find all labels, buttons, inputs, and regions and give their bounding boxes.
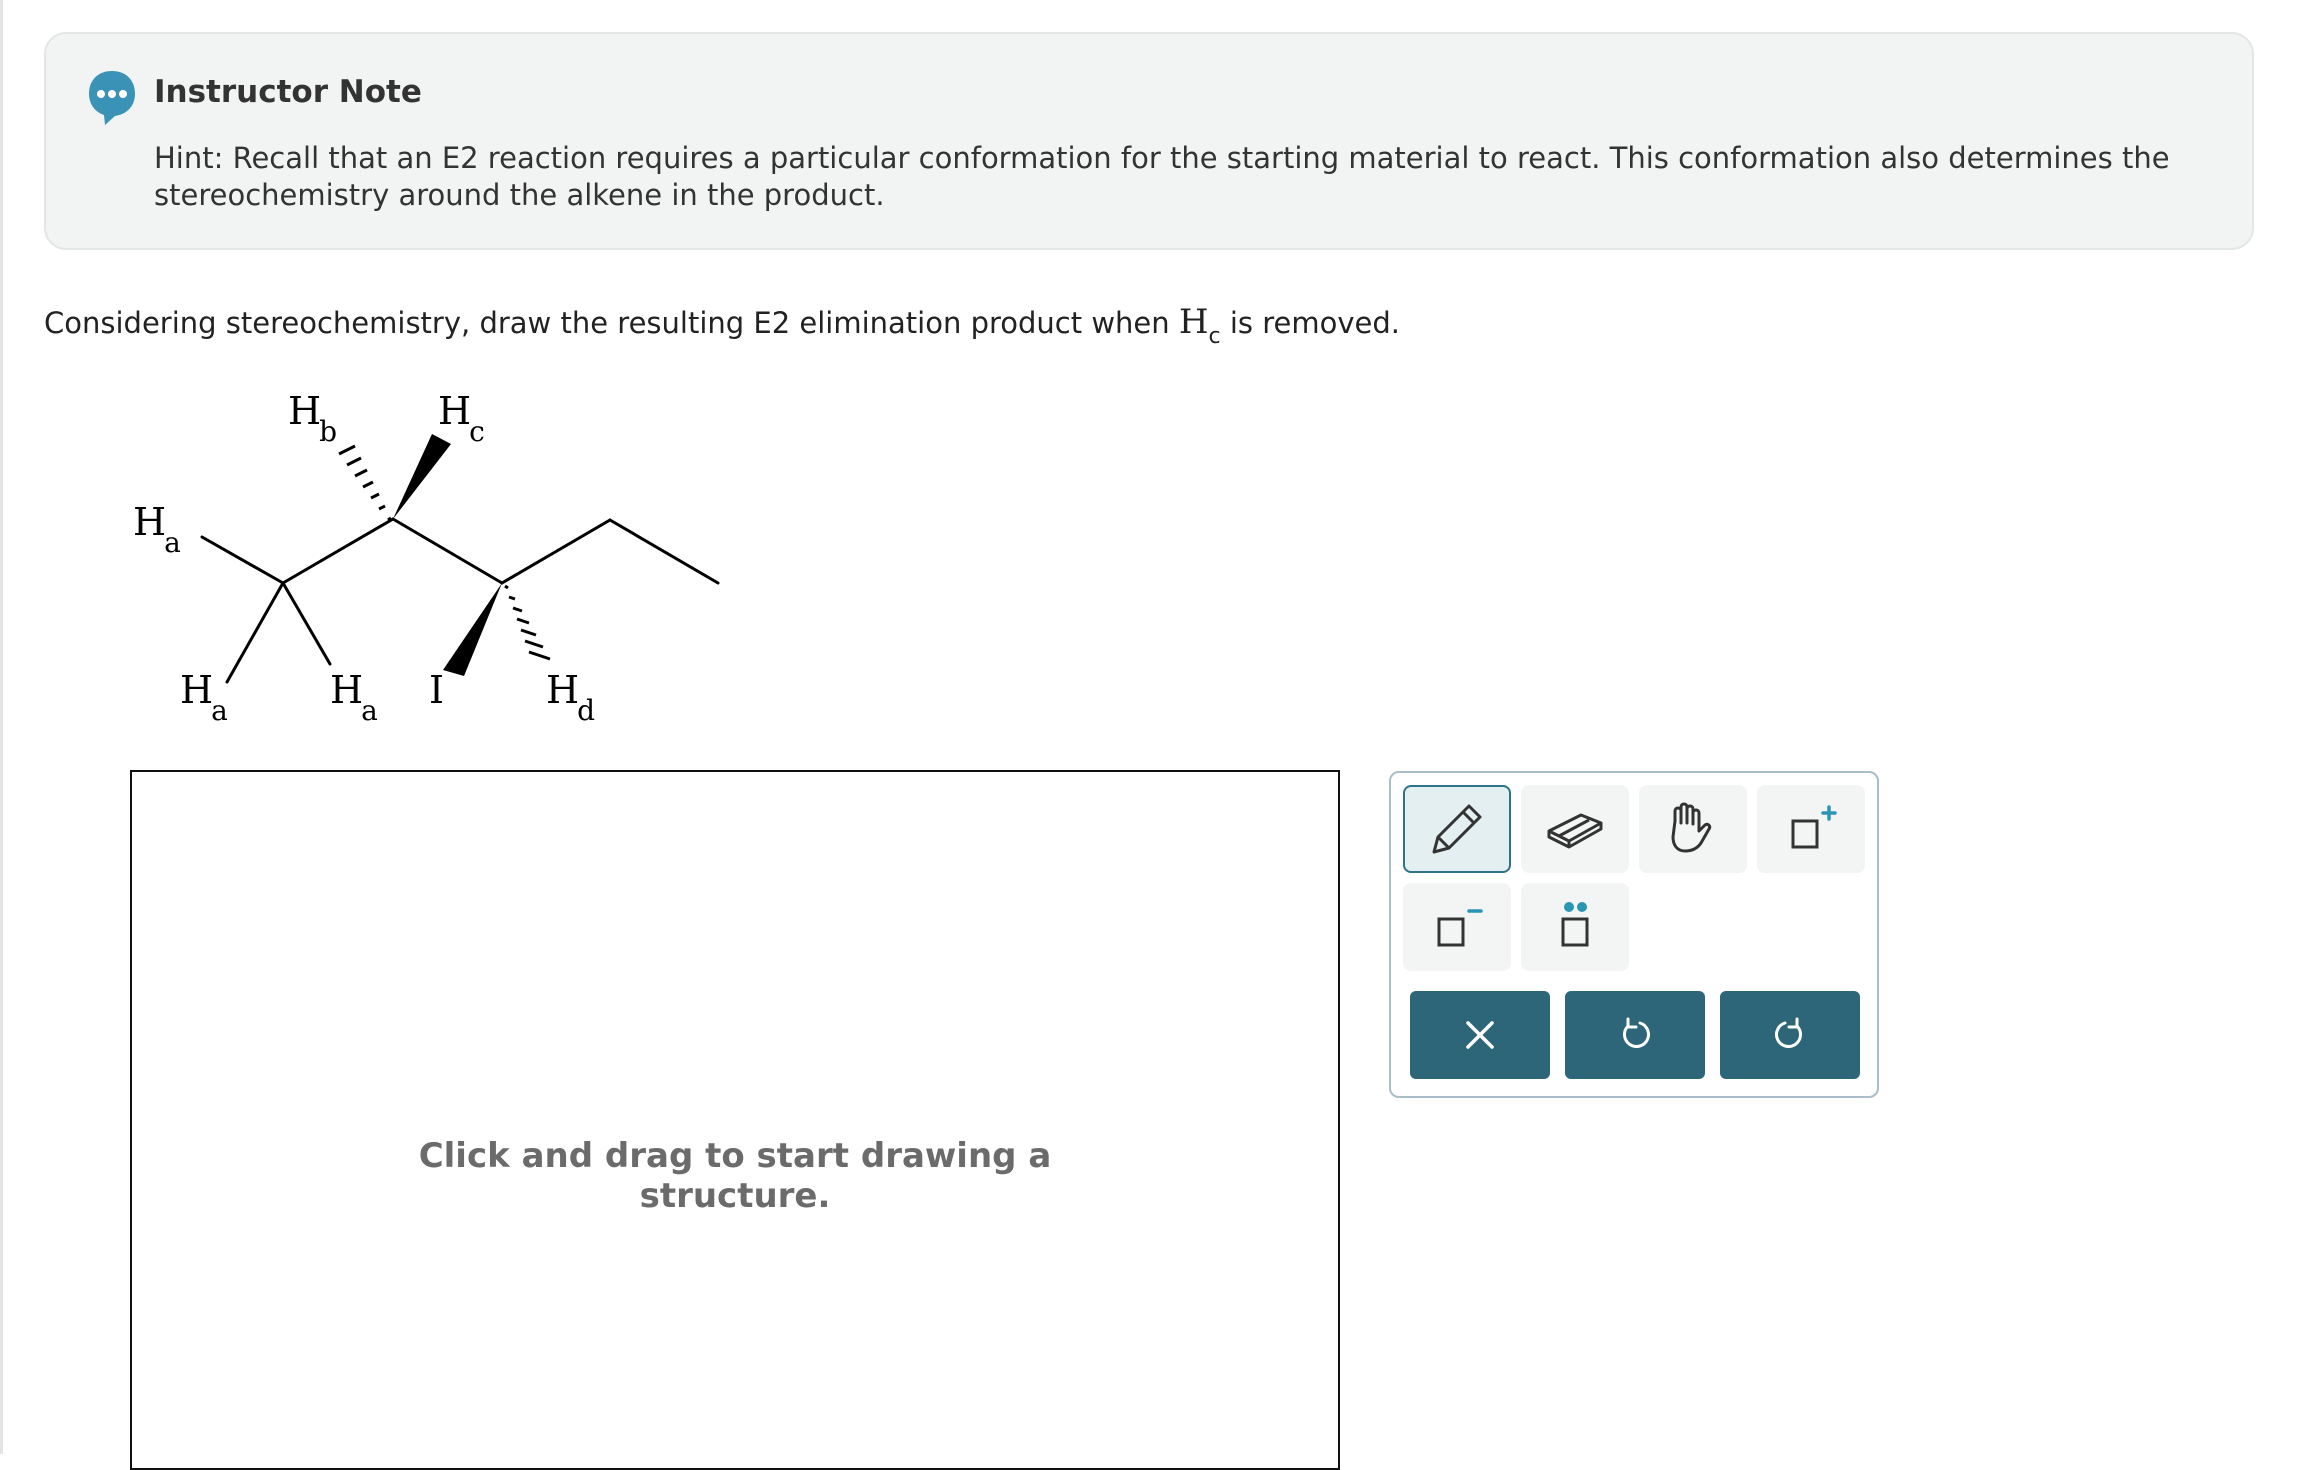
move-tool-button[interactable] [1639, 785, 1747, 873]
canvas-placeholder-line-1: Click and drag to start drawing a [418, 1136, 1052, 1176]
atom-label-hb: Hb [288, 389, 338, 448]
wedge-bond-i [443, 583, 502, 676]
atom-label-iodine: I [429, 668, 445, 712]
question-h-letter: H [1178, 302, 1209, 342]
atom-label-ha-bottom-left: Ha [180, 668, 228, 727]
negative-charge-tool-button[interactable] [1403, 883, 1511, 971]
speech-bubble-ellipsis-icon [87, 69, 137, 127]
eraser-icon [1543, 797, 1607, 861]
instructor-note-title: Instructor Note [154, 74, 422, 110]
question-h-subscript: c [1208, 324, 1221, 349]
pencil-tool-button[interactable] [1403, 785, 1511, 873]
canvas-placeholder [132, 1136, 1338, 1216]
wedge-bond-hc [393, 434, 451, 519]
drawing-toolbox [1389, 771, 1879, 1098]
drawing-canvas[interactable] [130, 770, 1340, 1470]
lone-pair-icon [1543, 895, 1607, 959]
question-text-after: is removed. [1229, 306, 1400, 340]
positive-charge-icon [1779, 797, 1843, 861]
hash-bond-hd [505, 586, 550, 659]
positive-charge-tool-button[interactable] [1757, 785, 1865, 873]
atom-label-hc: Hc [438, 389, 485, 448]
undo-button[interactable] [1565, 991, 1705, 1079]
lone-pair-tool-button[interactable] [1521, 883, 1629, 971]
negative-charge-icon [1425, 895, 1489, 959]
undo-icon [1615, 1015, 1655, 1055]
eraser-tool-button[interactable] [1521, 785, 1629, 873]
question-prompt [44, 302, 1400, 349]
molecule-structure [0, 370, 760, 750]
atom-label-ha-left: Ha [133, 500, 181, 559]
question-text-before: Considering stereochemistry, draw the resulting E2 elimination product when [44, 306, 1170, 340]
pencil-icon [1425, 797, 1489, 861]
instructor-note-hint: Hint: Recall that an E2 reaction requires a particular conformation for the starting material to react. This conformation also determines the stereochemistry around the alkene in the product. [154, 141, 2170, 212]
close-icon [1460, 1015, 1500, 1055]
question-h-label [1178, 302, 1221, 349]
hand-icon [1661, 797, 1725, 861]
hash-bond-hb [339, 446, 391, 520]
atom-label-ha-bottom: Ha [330, 668, 378, 727]
atom-label-hd: Hd [546, 668, 596, 727]
redo-button[interactable] [1720, 991, 1860, 1079]
instructor-note [44, 32, 2254, 250]
canvas-placeholder-line-2: structure. [639, 1176, 831, 1216]
redo-icon [1770, 1015, 1810, 1055]
clear-button[interactable] [1410, 991, 1550, 1079]
